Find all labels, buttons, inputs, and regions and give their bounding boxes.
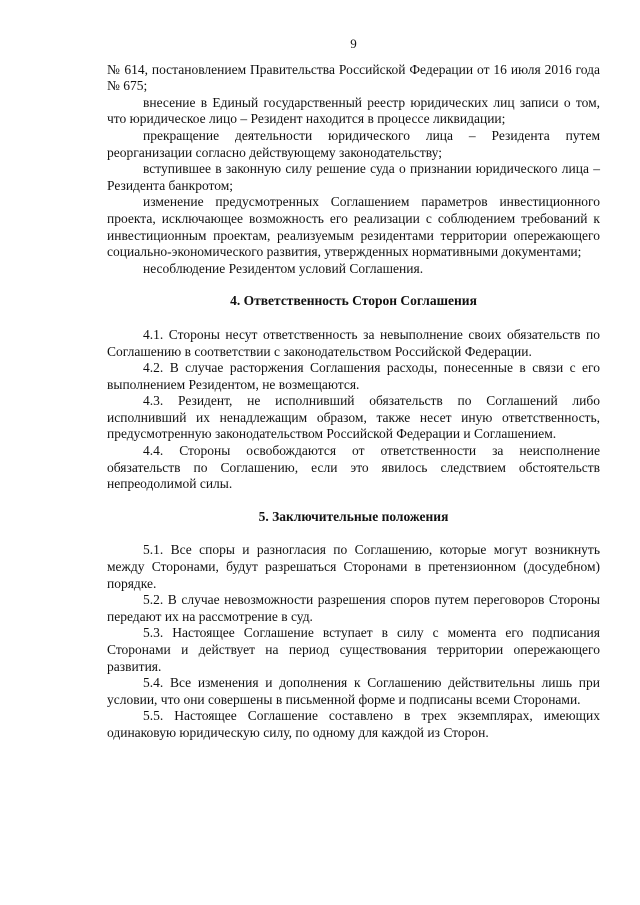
paragraph-reorganization: прекращение деятельности юридического лица – Резидента путем реорганизации согласно действующему законодательству; <box>107 127 600 160</box>
paragraph-bankruptcy: вступившее в законную силу решение суда о признании юридического лица – Резидента банкротом; <box>107 161 600 193</box>
paragraph-project-change: изменение предусмотренных Соглашением параметров инвестиционного проекта, исключающее возможность его реализации с соблюдением требований к инвестиционным проектам, реализуемым резидентами территории опережающего социально-экономического развития, утвержденных нормативными документами; <box>107 194 600 260</box>
clause-5-1: 5.1. Все споры и разногласия по Соглашению, которые могут возникнуть между Сторонами, будут разрешаться Сторонами в претензионном (досудебном) порядке. <box>107 542 600 591</box>
paragraph-noncompliance: несоблюдение Резидентом условий Соглашения. <box>143 260 424 276</box>
clause-4-3: 4.3. Резидент, не исполнивший обязательств по Соглашений либо исполнивший их ненадлежащим образом, также несет иную ответственность, предусмотренную законодательством Российской Федерации и Соглашением. <box>107 393 600 442</box>
clause-4-1: 4.1. Стороны несут ответственность за невыполнение своих обязательств по Соглашению в соответствии с законодательством Российской Федерации. <box>107 326 600 359</box>
section-4-heading: 4. Ответственность Сторон Соглашения <box>230 293 477 309</box>
section-5-heading: 5. Заключительные положения <box>258 508 449 524</box>
clause-5-3: 5.3. Настоящее Соглашение вступает в силу с момента его подписания Сторонами и действует на период существования территории опережающего развития. <box>107 625 600 674</box>
clause-4-4: 4.4. Стороны освобождаются от ответственности за неисполнение обязательств по Соглашению, если это явилось следствием обстоятельств непреодолимой силы. <box>107 443 600 492</box>
clause-5-2: 5.2. В случае невозможности разрешения споров путем переговоров Стороны передают их на рассмотрение в суд. <box>107 592 600 624</box>
clause-4-2: 4.2. В случае расторжения Соглашения расходы, понесенные в связи с его выполнением Резидентом, не возмещаются. <box>107 360 600 392</box>
page-number: 9 <box>350 36 357 51</box>
paragraph-continuation: № 614, постановлением Правительства Российской Федерации от 16 июля 2016 года № 675; <box>107 61 600 94</box>
clause-5-5: 5.5. Настоящее Соглашение составлено в трех экземплярах, имеющих одинаковую юридическую силу, по одному для каждой из Сторон. <box>107 708 600 740</box>
clause-5-4: 5.4. Все изменения и дополнения к Соглашению действительны лишь при условии, что они совершены в письменной форме и подписаны всеми Сторонами. <box>107 675 600 707</box>
paragraph-liquidation: внесение в Единый государственный реестр юридических лиц записи о том, что юридическое лицо – Резидент находится в процессе ликвидации; <box>107 94 600 127</box>
